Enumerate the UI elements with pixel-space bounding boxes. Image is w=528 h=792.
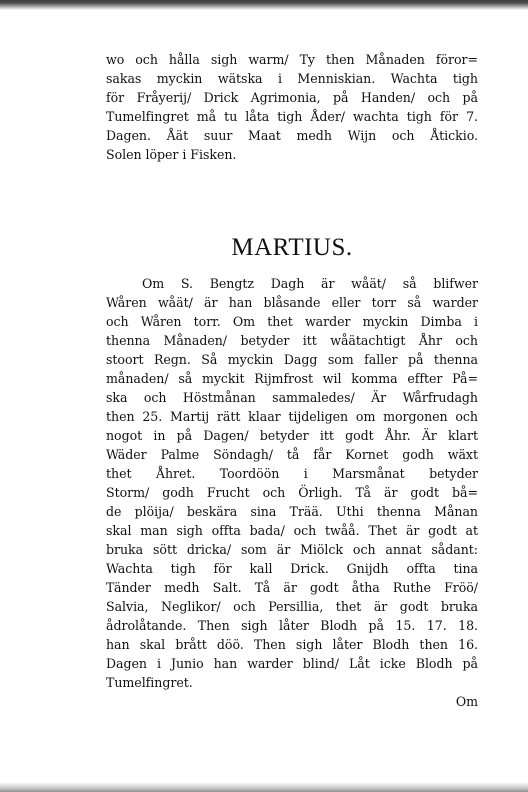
text-line: thet Åhret. Toordöön i Marsmånat betyder (106, 466, 478, 481)
text-line: wo och hålla sigh warm/ Ty then Månaden föror= (106, 52, 478, 67)
text-line: Tumelfingret. (106, 675, 193, 690)
text-line: Salvia, Neglikor/ och Persillia, thet är godt bruka (106, 599, 478, 614)
text-line: för Fråyerij/ Drick Agrimonia, på Handen/ och på (106, 90, 478, 105)
catchword: Om (455, 694, 478, 709)
section-heading: MARTIUS. (231, 234, 353, 261)
text-line: ådrolåtande. Then sigh låter Blodh på 15. 17. 18. (106, 618, 478, 633)
scan-top-edge (0, 0, 528, 10)
text-line: ska och Höstmånan sammaledes/ Är Wårfrudagh (106, 390, 478, 405)
text-line: stoort Regn. Så myckin Dagg som faller på thenna (106, 352, 478, 367)
text-line: Wäder Palme Söndagh/ tå får Kornet godh wäxt (106, 447, 478, 462)
text-line: Tumelfingret må tu låta tigh Åder/ wachta tigh för 7. (106, 109, 478, 124)
intro-paragraph (106, 50, 478, 164)
text-line: månaden/ så myckit Rijmfrost wil komma effter På= (106, 371, 478, 386)
text-line: Dagen. Åät suur Maat medh Wijn och Åtickio. (106, 128, 478, 143)
text-line: thenna Månaden/ betyder itt wåätachtigt Åhr och (106, 333, 478, 348)
text-line: Wachta tigh för kall Drick. Gnijdh offta tina (106, 561, 478, 576)
text-line: Tänder medh Salt. Tå är godt åtha Ruthe Fröö/ (106, 580, 478, 595)
text-line: Om S. Bengtz Dagh är wåät/ så blifwer (142, 276, 478, 291)
scan-bottom-edge (0, 782, 528, 792)
text-line: Dagen i Junio han warder blind/ Låt icke Blodh på (106, 656, 478, 671)
text-line: Storm/ godh Frucht och Örligh. Tå är godt bå= (106, 485, 478, 500)
text-line: de plöija/ beskära sina Trää. Uthi thenna Månan (106, 504, 478, 519)
text-line: och Wåren torr. Om thet warder myckin Dimba i (106, 314, 478, 329)
text-line: sakas myckin wätska i Menniskian. Wachta tigh (106, 71, 478, 86)
text-line: skal man sigh offta bada/ och twåå. Thet är godt at (106, 523, 478, 538)
text-line: then 25. Martij rätt klaar tijdeligen om morgonen och (106, 409, 478, 424)
text-line: nogot in på Dagen/ betyder itt godt Åhr. Är klart (106, 428, 478, 443)
martius-paragraph (106, 274, 478, 711)
text-line: Wåren wåät/ är han blåsande eller torr så warder (106, 295, 478, 310)
text-line: han skal brått döö. Then sigh låter Blodh then 16. (106, 637, 478, 652)
text-line: Solen löper i Fisken. (106, 147, 237, 162)
text-line: bruka sött dricka/ som är Miölck och annat sådant: (106, 542, 478, 557)
